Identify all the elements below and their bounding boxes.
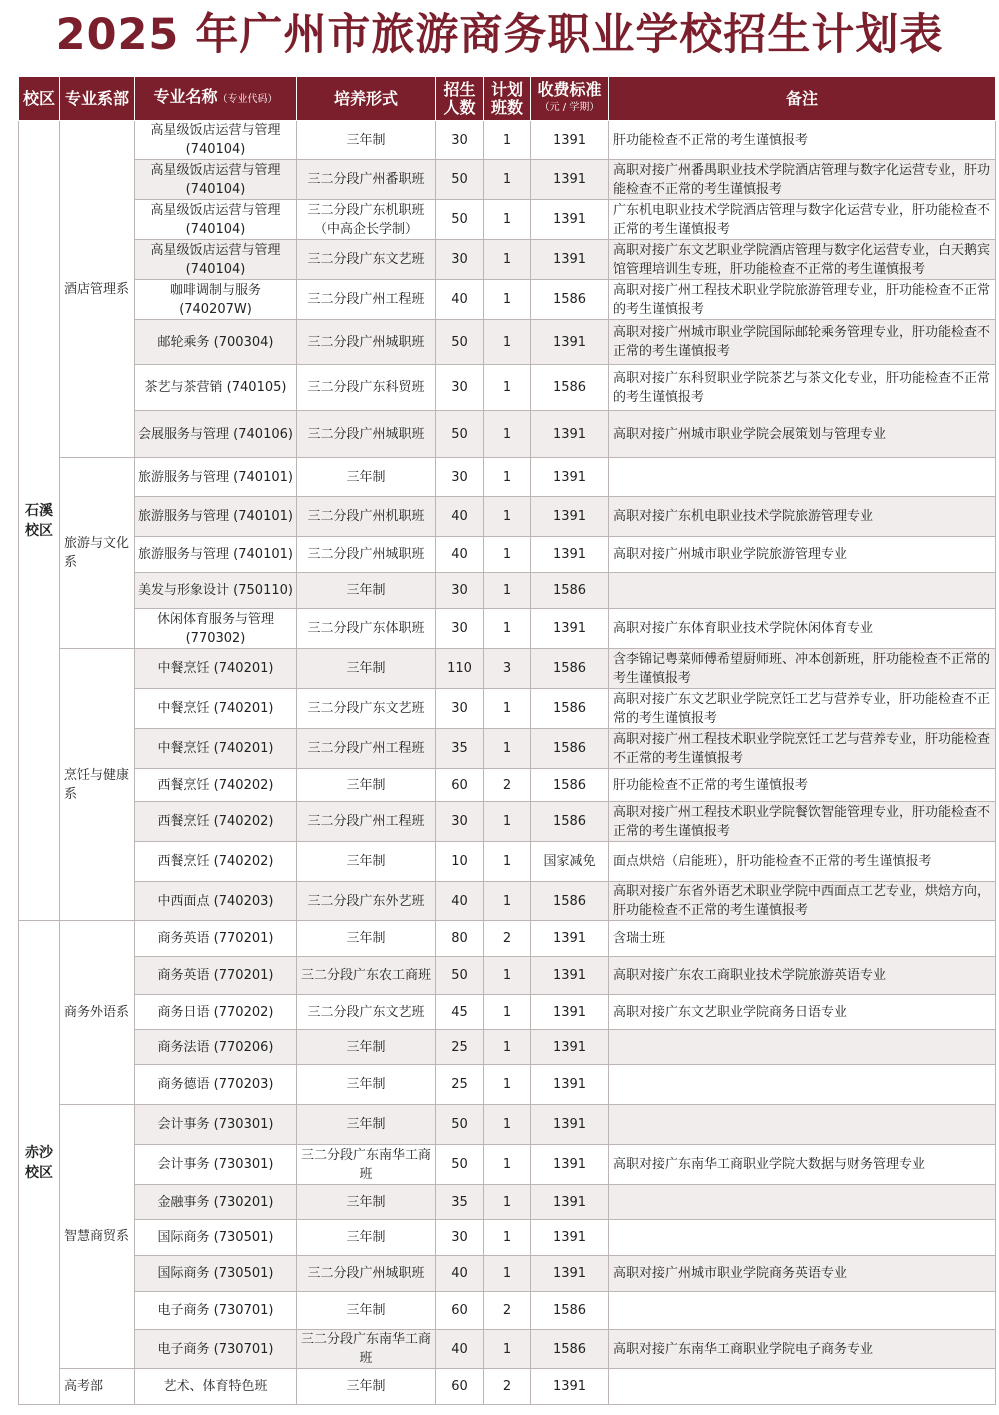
- note-cell: 高职对接广东科贸职业学院茶艺与茶文化专业，肝功能检查不正常的考生谨慎报考: [609, 365, 996, 411]
- enroll-cell: 25: [436, 1065, 484, 1105]
- classes-cell: 1: [484, 121, 531, 160]
- classes-cell: 1: [484, 882, 531, 921]
- page-title: 2025 年广州市旅游商务职业学校招生计划表: [55, 10, 944, 60]
- fee-cell: 1391: [531, 1105, 609, 1145]
- fee-cell: 1391: [531, 1065, 609, 1105]
- fee-cell: 1391: [531, 160, 609, 200]
- classes-cell: 1: [484, 842, 531, 882]
- form-cell: 三年制: [297, 1105, 436, 1145]
- table-row: [19, 842, 996, 882]
- major-cell: 国际商务 (730501): [135, 1220, 297, 1256]
- enroll-cell: 50: [436, 160, 484, 200]
- table-row: [19, 320, 996, 365]
- department-cell: 烹饪与健康系: [60, 649, 135, 921]
- table-row: [19, 882, 996, 921]
- major-cell: 会展服务与管理 (740106): [135, 411, 297, 458]
- note-cell: [609, 1292, 996, 1330]
- table-row: [19, 1292, 996, 1330]
- major-cell: 休闲体育服务与管理 (770302): [135, 609, 297, 649]
- table-row: [19, 537, 996, 573]
- form-cell: 三年制: [297, 1292, 436, 1330]
- note-cell: 高职对接广东文艺职业学院酒店管理与数字化运营专业，白天鹅宾馆管理培训生专班，肝功能检查不正常的考生谨慎报考: [609, 240, 996, 280]
- table-row: [19, 1330, 996, 1369]
- table-row: [19, 1030, 996, 1065]
- classes-cell: 1: [484, 458, 531, 497]
- enroll-cell: 35: [436, 1185, 484, 1220]
- header-classes: 计划班数: [484, 77, 531, 121]
- enroll-cell: 40: [436, 882, 484, 921]
- fee-cell: 1391: [531, 1145, 609, 1185]
- table-row: [19, 280, 996, 320]
- major-cell: 西餐烹饪 (740202): [135, 802, 297, 842]
- campus-cell: 赤沙校区: [19, 921, 60, 1405]
- classes-cell: 1: [484, 1065, 531, 1105]
- classes-cell: 1: [484, 1145, 531, 1185]
- fee-cell: 1391: [531, 537, 609, 573]
- form-cell: 三二分段广东外艺班: [297, 882, 436, 921]
- form-cell: 三年制: [297, 1065, 436, 1105]
- major-cell: 商务日语 (770202): [135, 995, 297, 1030]
- fee-cell: 1586: [531, 365, 609, 411]
- note-cell: 高职对接广东文艺职业学院商务日语专业: [609, 995, 996, 1030]
- enroll-cell: 50: [436, 411, 484, 458]
- table-row: [19, 729, 996, 769]
- major-cell: 商务法语 (770206): [135, 1030, 297, 1065]
- classes-cell: 1: [484, 1256, 531, 1292]
- note-cell: [609, 1185, 996, 1220]
- enroll-cell: 45: [436, 995, 484, 1030]
- major-cell: 美发与形象设计 (750110): [135, 573, 297, 609]
- note-cell: [609, 1105, 996, 1145]
- table-row: [19, 689, 996, 729]
- form-cell: 三年制: [297, 121, 436, 160]
- fee-cell: 1391: [531, 995, 609, 1030]
- enroll-cell: 110: [436, 649, 484, 689]
- major-cell: 国际商务 (730501): [135, 1256, 297, 1292]
- major-cell: 西餐烹饪 (740202): [135, 842, 297, 882]
- enroll-cell: 10: [436, 842, 484, 882]
- form-cell: 三二分段广州城职班: [297, 320, 436, 365]
- major-cell: 中餐烹饪 (740201): [135, 689, 297, 729]
- table-row: [19, 1105, 996, 1145]
- form-cell: 三二分段广东农工商班: [297, 957, 436, 995]
- classes-cell: 2: [484, 1369, 531, 1405]
- fee-cell: 1586: [531, 1292, 609, 1330]
- enroll-cell: 40: [436, 537, 484, 573]
- enroll-cell: 50: [436, 320, 484, 365]
- major-cell: 高星级饭店运营与管理 (740104): [135, 160, 297, 200]
- fee-cell: 1586: [531, 1330, 609, 1369]
- major-cell: 中餐烹饪 (740201): [135, 729, 297, 769]
- note-cell: 高职对接广州城市职业学院旅游管理专业: [609, 537, 996, 573]
- fee-cell: 1391: [531, 458, 609, 497]
- classes-cell: 3: [484, 649, 531, 689]
- form-cell: 三二分段广州城职班: [297, 537, 436, 573]
- fee-cell: 1391: [531, 1256, 609, 1292]
- form-cell: 三年制: [297, 1030, 436, 1065]
- table-row: [19, 1185, 996, 1220]
- classes-cell: 1: [484, 609, 531, 649]
- note-cell: 含瑞士班: [609, 921, 996, 957]
- fee-cell: 1391: [531, 957, 609, 995]
- classes-cell: 1: [484, 957, 531, 995]
- fee-cell: 国家减免: [531, 842, 609, 882]
- fee-cell: 1586: [531, 802, 609, 842]
- header-fee: [531, 77, 609, 121]
- classes-cell: 2: [484, 769, 531, 802]
- table-row: [19, 160, 996, 200]
- form-cell: 三二分段广州城职班: [297, 1256, 436, 1292]
- classes-cell: 1: [484, 1220, 531, 1256]
- classes-cell: 1: [484, 200, 531, 240]
- fee-cell: 1586: [531, 280, 609, 320]
- note-cell: 高职对接广州城市职业学院国际邮轮乘务管理专业，肝功能检查不正常的考生谨慎报考: [609, 320, 996, 365]
- table-row: [19, 802, 996, 842]
- enroll-cell: 50: [436, 957, 484, 995]
- table-row: [19, 995, 996, 1030]
- table-row: [19, 121, 996, 160]
- department-cell: 酒店管理系: [60, 121, 135, 458]
- enroll-cell: 60: [436, 1369, 484, 1405]
- department-cell: 商务外语系: [60, 921, 135, 1105]
- note-cell: 高职对接广州工程技术职业学院餐饮智能管理专业，肝功能检查不正常的考生谨慎报考: [609, 802, 996, 842]
- enroll-cell: 60: [436, 769, 484, 802]
- note-cell: [609, 1065, 996, 1105]
- major-cell: 电子商务 (730701): [135, 1292, 297, 1330]
- form-cell: 三二分段广东文艺班: [297, 240, 436, 280]
- classes-cell: 1: [484, 497, 531, 537]
- major-cell: 高星级饭店运营与管理 (740104): [135, 121, 297, 160]
- form-cell: 三年制: [297, 649, 436, 689]
- fee-cell: 1586: [531, 689, 609, 729]
- header-campus: 校区: [19, 77, 60, 121]
- table-row: [19, 365, 996, 411]
- enroll-cell: 30: [436, 240, 484, 280]
- note-cell: 肝功能检查不正常的考生谨慎报考: [609, 121, 996, 160]
- table-row: [19, 573, 996, 609]
- header-form: 培养形式: [297, 77, 436, 121]
- header-note: 备注: [609, 77, 996, 121]
- enroll-cell: 50: [436, 1105, 484, 1145]
- form-cell: 三二分段广州工程班: [297, 802, 436, 842]
- major-cell: 会计事务 (730301): [135, 1145, 297, 1185]
- note-cell: 面点烘焙（启能班），肝功能检查不正常的考生谨慎报考: [609, 842, 996, 882]
- form-cell: 三二分段广东机职班（中高企长学制）: [297, 200, 436, 240]
- enroll-cell: 40: [436, 1256, 484, 1292]
- major-cell: 旅游服务与管理 (740101): [135, 497, 297, 537]
- form-cell: 三二分段广州机职班: [297, 497, 436, 537]
- form-cell: 三年制: [297, 1185, 436, 1220]
- form-cell: 三二分段广东文艺班: [297, 995, 436, 1030]
- note-cell: 含李锦记粤菜师傅希望厨师班、冲本创新班，肝功能检查不正常的考生谨慎报考: [609, 649, 996, 689]
- fee-cell: 1391: [531, 411, 609, 458]
- enroll-cell: 30: [436, 573, 484, 609]
- major-cell: 西餐烹饪 (740202): [135, 769, 297, 802]
- classes-cell: 1: [484, 1185, 531, 1220]
- classes-cell: 1: [484, 240, 531, 280]
- note-cell: [609, 1369, 996, 1405]
- major-cell: 中餐烹饪 (740201): [135, 649, 297, 689]
- note-cell: [609, 1030, 996, 1065]
- classes-cell: 1: [484, 537, 531, 573]
- note-cell: 高职对接广东南华工商职业学院大数据与财务管理专业: [609, 1145, 996, 1185]
- major-cell: 茶艺与茶营销 (740105): [135, 365, 297, 411]
- major-cell: 商务德语 (770203): [135, 1065, 297, 1105]
- classes-cell: 1: [484, 411, 531, 458]
- fee-cell: 1391: [531, 200, 609, 240]
- note-cell: 高职对接广州工程技术职业学院旅游管理专业，肝功能检查不正常的考生谨慎报考: [609, 280, 996, 320]
- form-cell: 三二分段广州工程班: [297, 280, 436, 320]
- classes-cell: 1: [484, 729, 531, 769]
- note-cell: 高职对接广东体育职业技术学院休闲体育专业: [609, 609, 996, 649]
- form-cell: 三年制: [297, 458, 436, 497]
- form-cell: 三二分段广东科贸班: [297, 365, 436, 411]
- form-cell: 三年制: [297, 842, 436, 882]
- major-cell: 邮轮乘务 (700304): [135, 320, 297, 365]
- classes-cell: 1: [484, 160, 531, 200]
- enroll-cell: 40: [436, 280, 484, 320]
- department-cell: 高考部: [60, 1369, 135, 1405]
- table-row: [19, 609, 996, 649]
- major-cell: 金融事务 (730201): [135, 1185, 297, 1220]
- table-row: [19, 497, 996, 537]
- note-cell: 高职对接广州城市职业学院会展策划与管理专业: [609, 411, 996, 458]
- fee-cell: 1391: [531, 1030, 609, 1065]
- table-row: [19, 1065, 996, 1105]
- enroll-cell: 40: [436, 1330, 484, 1369]
- header-dept: 专业系部: [60, 77, 135, 121]
- table-header-row: [19, 77, 996, 121]
- header-fee-label: 收费标准: [537, 79, 602, 99]
- header-enroll: 招生人数: [436, 77, 484, 121]
- enroll-cell: 30: [436, 121, 484, 160]
- note-cell: 高职对接广东农工商职业技术学院旅游英语专业: [609, 957, 996, 995]
- table-row: [19, 921, 996, 957]
- enroll-cell: 80: [436, 921, 484, 957]
- enroll-cell: 50: [436, 200, 484, 240]
- classes-cell: 1: [484, 320, 531, 365]
- note-cell: 广东机电职业技术学院酒店管理与数字化运营专业，肝功能检查不正常的考生谨慎报考: [609, 200, 996, 240]
- enroll-cell: 35: [436, 729, 484, 769]
- fee-cell: 1586: [531, 769, 609, 802]
- classes-cell: 1: [484, 280, 531, 320]
- header-fee-sub: （元 / 学期）: [539, 101, 600, 113]
- form-cell: 三年制: [297, 1369, 436, 1405]
- fee-cell: 1391: [531, 1220, 609, 1256]
- fee-cell: 1586: [531, 729, 609, 769]
- table-row: [19, 411, 996, 458]
- table-row: [19, 1256, 996, 1292]
- table-row: [19, 240, 996, 280]
- form-cell: 三年制: [297, 1220, 436, 1256]
- note-cell: 高职对接广东南华工商职业学院电子商务专业: [609, 1330, 996, 1369]
- table-row: [19, 957, 996, 995]
- major-cell: 艺术、体育特色班: [135, 1369, 297, 1405]
- form-cell: 三二分段广东南华工商班: [297, 1330, 436, 1369]
- enroll-cell: 30: [436, 609, 484, 649]
- table-row: [19, 200, 996, 240]
- table-row: [19, 649, 996, 689]
- fee-cell: 1586: [531, 573, 609, 609]
- major-cell: 高星级饭店运营与管理 (740104): [135, 200, 297, 240]
- table-row: [19, 769, 996, 802]
- major-cell: 商务英语 (770201): [135, 957, 297, 995]
- form-cell: 三二分段广州工程班: [297, 729, 436, 769]
- form-cell: 三二分段广东体职班: [297, 609, 436, 649]
- enroll-cell: 40: [436, 497, 484, 537]
- classes-cell: 1: [484, 573, 531, 609]
- department-cell: 旅游与文化系: [60, 458, 135, 649]
- header-major-label: 专业名称: [153, 87, 218, 106]
- fee-cell: 1586: [531, 882, 609, 921]
- major-cell: 会计事务 (730301): [135, 1105, 297, 1145]
- classes-cell: 1: [484, 995, 531, 1030]
- form-cell: 三年制: [297, 921, 436, 957]
- table-row: [19, 1369, 996, 1405]
- department-cell: 智慧商贸系: [60, 1105, 135, 1369]
- form-cell: 三二分段广东文艺班: [297, 689, 436, 729]
- note-cell: 高职对接广东文艺职业学院烹饪工艺与营养专业，肝功能检查不正常的考生谨慎报考: [609, 689, 996, 729]
- major-cell: 旅游服务与管理 (740101): [135, 537, 297, 573]
- fee-cell: 1391: [531, 921, 609, 957]
- table-row: [19, 1220, 996, 1256]
- enrollment-plan-table: [18, 76, 996, 1405]
- table-row: [19, 458, 996, 497]
- form-cell: 三二分段广东南华工商班: [297, 1145, 436, 1185]
- note-cell: [609, 1220, 996, 1256]
- enroll-cell: 60: [436, 1292, 484, 1330]
- fee-cell: 1391: [531, 1185, 609, 1220]
- header-major-sub: （专业代码）: [217, 94, 278, 105]
- major-cell: 电子商务 (730701): [135, 1330, 297, 1369]
- major-cell: 中西面点 (740203): [135, 882, 297, 921]
- form-cell: 三年制: [297, 769, 436, 802]
- note-cell: [609, 458, 996, 497]
- classes-cell: 1: [484, 1330, 531, 1369]
- major-cell: 咖啡调制与服务 (740207W): [135, 280, 297, 320]
- campus-cell: 石溪校区: [19, 121, 60, 921]
- classes-cell: 2: [484, 921, 531, 957]
- note-cell: 高职对接广州城市职业学院商务英语专业: [609, 1256, 996, 1292]
- form-cell: 三二分段广州城职班: [297, 411, 436, 458]
- header-major: [135, 77, 297, 121]
- note-cell: [609, 573, 996, 609]
- fee-cell: 1391: [531, 320, 609, 365]
- fee-cell: 1391: [531, 121, 609, 160]
- major-cell: 高星级饭店运营与管理 (740104): [135, 240, 297, 280]
- major-cell: 商务英语 (770201): [135, 921, 297, 957]
- note-cell: 肝功能检查不正常的考生谨慎报考: [609, 769, 996, 802]
- classes-cell: 2: [484, 1292, 531, 1330]
- classes-cell: 1: [484, 1105, 531, 1145]
- note-cell: 高职对接广州工程技术职业学院烹饪工艺与营养专业，肝功能检查不正常的考生谨慎报考: [609, 729, 996, 769]
- enroll-cell: 30: [436, 802, 484, 842]
- classes-cell: 1: [484, 802, 531, 842]
- major-cell: 旅游服务与管理 (740101): [135, 458, 297, 497]
- fee-cell: 1391: [531, 240, 609, 280]
- classes-cell: 1: [484, 1030, 531, 1065]
- classes-cell: 1: [484, 365, 531, 411]
- table-row: [19, 1145, 996, 1185]
- form-cell: 三二分段广州番职班: [297, 160, 436, 200]
- note-cell: 高职对接广东省外语艺术职业学院中西面点工艺专业，烘焙方向，肝功能检查不正常的考生谨慎报考: [609, 882, 996, 921]
- fee-cell: 1586: [531, 649, 609, 689]
- enroll-cell: 50: [436, 1145, 484, 1185]
- enroll-cell: 30: [436, 1220, 484, 1256]
- note-cell: 高职对接广东机电职业技术学院旅游管理专业: [609, 497, 996, 537]
- enroll-cell: 30: [436, 689, 484, 729]
- classes-cell: 1: [484, 689, 531, 729]
- note-cell: 高职对接广州番禺职业技术学院酒店管理与数字化运营专业，肝功能检查不正常的考生谨慎报考: [609, 160, 996, 200]
- enroll-cell: 30: [436, 458, 484, 497]
- enroll-cell: 30: [436, 365, 484, 411]
- enroll-cell: 25: [436, 1030, 484, 1065]
- fee-cell: 1391: [531, 1369, 609, 1405]
- fee-cell: 1391: [531, 497, 609, 537]
- form-cell: 三年制: [297, 573, 436, 609]
- fee-cell: 1391: [531, 609, 609, 649]
